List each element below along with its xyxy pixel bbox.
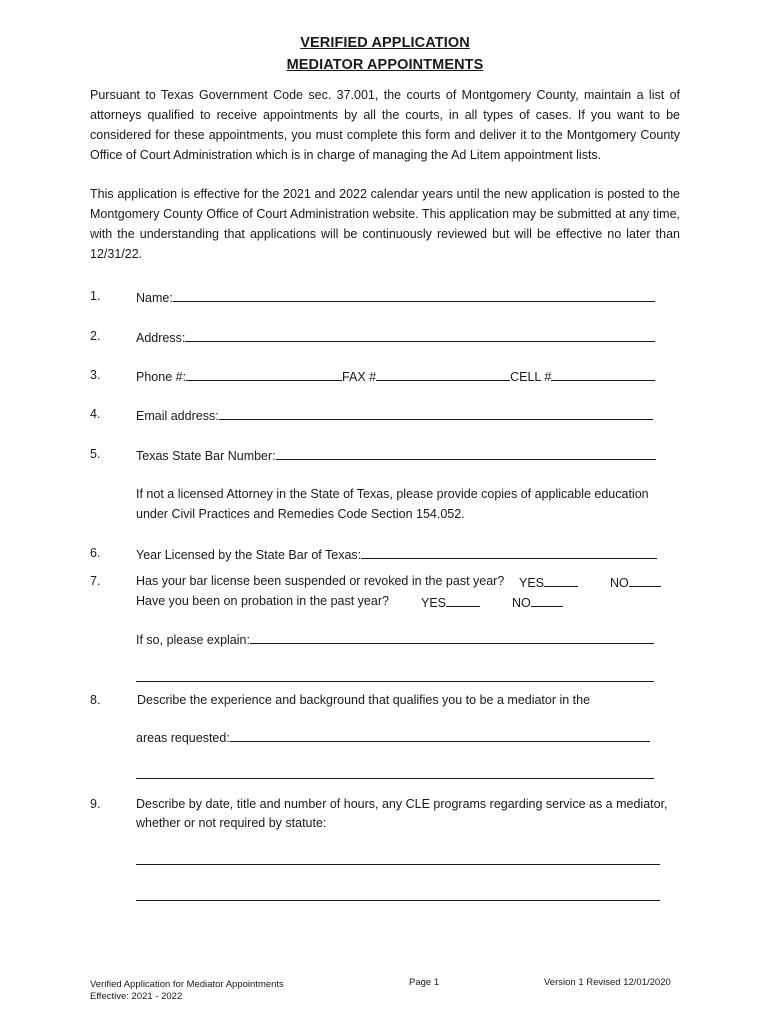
phone-field[interactable] (186, 368, 342, 381)
suspended-no-field[interactable] (629, 574, 661, 587)
probation-question: Have you been on probation in the past year? (136, 594, 389, 608)
footer-page-number: Page 1 (409, 977, 440, 988)
title-line-1: VERIFIED APPLICATION (300, 35, 470, 51)
year-licensed-field[interactable] (361, 546, 657, 559)
email-label: Email address: (136, 409, 219, 423)
cle-line-2: whether or not required by statute: (136, 816, 327, 830)
probation-yes-label: YES (421, 596, 447, 610)
item-number-4: 4. (90, 407, 101, 421)
cle-line-1: Describe by date, title and number of hours, any CLE programs regarding service as a mediator, (136, 797, 668, 811)
item-number-5: 5. (90, 447, 101, 461)
year-licensed-row (136, 546, 657, 562)
item-number-8: 8. (90, 693, 101, 707)
cle-answer-line-1[interactable] (136, 863, 660, 865)
experience-areas-field[interactable] (230, 729, 650, 742)
footer-doc-title: Verified Application for Mediator Appointments (90, 979, 284, 990)
footer-effective: Effective: 2021 - 2022 (90, 991, 183, 1002)
address-label: Address: (136, 331, 186, 345)
suspended-question: Has your bar license been suspended or revoked in the past year? (136, 574, 505, 588)
title-line-2: MEDIATOR APPOINTMENTS (286, 57, 484, 73)
experience-areas-row (136, 729, 650, 745)
email-row (136, 407, 653, 423)
explain-continuation-line[interactable] (136, 680, 654, 682)
suspended-no-label: NO (610, 576, 629, 590)
item-number-9: 9. (90, 797, 101, 811)
suspended-yes-label: YES (519, 576, 545, 590)
phone-row (136, 368, 655, 384)
fax-field[interactable] (376, 368, 510, 381)
name-field[interactable] (173, 289, 655, 302)
item-number-7: 7. (90, 574, 101, 588)
fax-label: FAX # (342, 370, 377, 384)
explain-row (136, 631, 654, 647)
suspended-yes-row (519, 574, 578, 590)
explain-label: If so, please explain: (136, 633, 250, 647)
probation-yes-field[interactable] (446, 594, 480, 607)
bar-number-row (136, 447, 656, 463)
item-number-1: 1. (90, 289, 101, 303)
name-label: Name: (136, 291, 173, 305)
bar-number-label: Texas State Bar Number: (136, 449, 276, 463)
phone-label: Phone #: (136, 370, 187, 384)
item-number-3: 3. (90, 368, 101, 382)
suspended-yes-field[interactable] (544, 574, 578, 587)
year-licensed-label: Year Licensed by the State Bar of Texas: (136, 548, 362, 562)
address-field[interactable] (185, 329, 655, 342)
experience-line-1: Describe the experience and background that qualifies you to be a mediator in the (137, 693, 591, 707)
explain-field[interactable] (250, 631, 654, 644)
email-field[interactable] (219, 407, 653, 420)
footer-version: Version 1 Revised 12/01/2020 (544, 977, 671, 988)
intro-paragraph-1: Pursuant to Texas Government Code sec. 37.001, the courts of Montgomery County, maintain a list of attorneys qualified to receive appointments by all the courts, in all types of cases. If you want to be considered for these appointments, you must complete this form and deliver it to the Montgomery County Office of Court Administration which is in charge of managing the Ad Litem appointment lists. (90, 88, 680, 162)
non-attorney-note-line-1: If not a licensed Attorney in the State of Texas, please provide copies of applicable education (136, 487, 649, 501)
item-number-2: 2. (90, 329, 101, 343)
probation-no-row (512, 594, 563, 610)
suspended-no-row (610, 574, 661, 590)
experience-areas-label: areas requested: (136, 731, 230, 745)
probation-no-label: NO (512, 596, 531, 610)
cell-field[interactable] (551, 368, 655, 381)
item-number-6: 6. (90, 546, 101, 560)
non-attorney-note-line-2: under Civil Practices and Remedies Code Section 154.052. (136, 507, 465, 521)
probation-yes-row (421, 594, 480, 610)
cell-label: CELL # (510, 370, 552, 384)
experience-continuation-line[interactable] (136, 777, 654, 779)
bar-number-field[interactable] (276, 447, 656, 460)
intro-paragraph-2: This application is effective for the 2021 and 2022 calendar years until the new application is posted to the Montgomery County Office of Court Administration website. This application may be submitted at any time, with the understanding that applications will be continuously reviewed but will be effective no later than 12/31/22. (90, 187, 680, 261)
address-row (136, 329, 655, 345)
probation-no-field[interactable] (531, 594, 563, 607)
cle-answer-line-2[interactable] (136, 899, 660, 901)
name-row (136, 289, 655, 305)
